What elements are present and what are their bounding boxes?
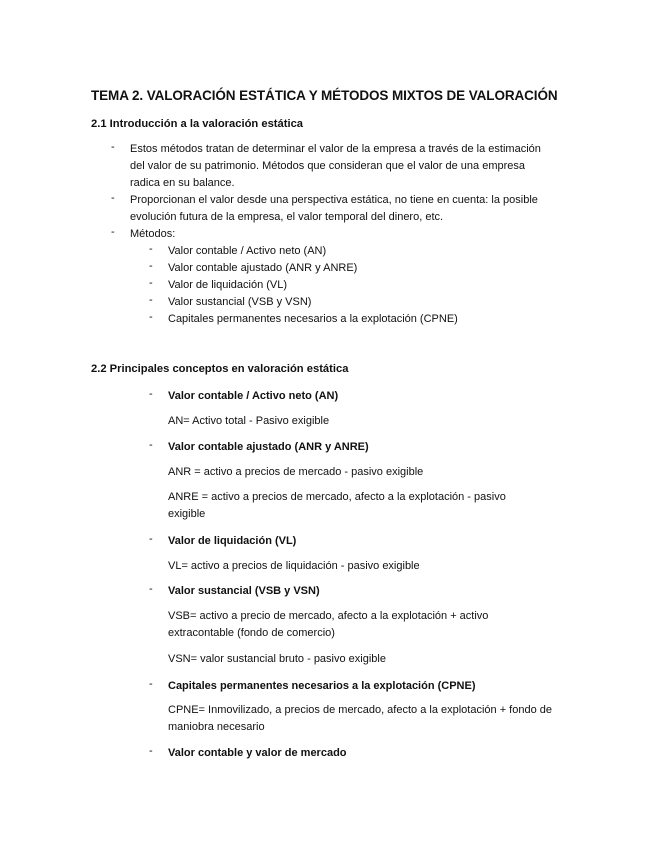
concept-formula: VSN= valor sustancial bruto - pasivo exigible <box>168 653 386 665</box>
concept-formula: VL= activo a precios de liquidación - pasivo exigible <box>168 560 420 572</box>
method-item: Valor sustancial (VSB y VSN) <box>168 296 312 308</box>
bullet-dash: - <box>149 311 153 323</box>
concept-formula: ANR = activo a precios de mercado - pasivo exigible <box>168 466 424 478</box>
section-heading-concepts: 2.2 Principales conceptos en valoración estática <box>91 363 349 375</box>
concept-formula: CPNE= Inmovilizado, a precios de mercado, afecto a la explotación + fondo de maniobra necesario <box>168 704 553 733</box>
bullet-dash: - <box>149 388 153 400</box>
concept-label: Capitales permanentes necesarios a la explotación (CPNE) <box>168 680 476 692</box>
bullet-dash: - <box>149 260 153 272</box>
bullet-dash: - <box>149 294 153 306</box>
concept-formula: AN= Activo total - Pasivo exigible <box>168 415 330 427</box>
bullet-dash: - <box>149 439 153 451</box>
bullet-dash: - <box>149 678 153 690</box>
concept-label: Valor contable / Activo neto (AN) <box>168 390 339 402</box>
bullet-dash: - <box>149 745 153 757</box>
method-item: Capitales permanentes necesarios a la explotación (CPNE) <box>168 313 458 325</box>
section-heading-intro: 2.1 Introducción a la valoración estática <box>91 118 304 130</box>
intro-bullet-1: Estos métodos tratan de determinar el valor de la empresa a través de la estimación del valor de su patrimonio. Métodos que consideran que el valor de una empresa radica en su balance. <box>130 143 541 189</box>
bullet-dash: - <box>149 243 153 255</box>
intro-bullet-3: Métodos: <box>130 228 176 240</box>
bullet-dash: - <box>111 141 115 153</box>
bullet-dash: - <box>149 533 153 545</box>
concept-label: Valor de liquidación (VL) <box>168 535 297 547</box>
concept-formula: VSB= activo a precio de mercado, afecto a la explotación + activo extracontable (fondo de comercio) <box>168 610 489 639</box>
concept-label: Valor contable y valor de mercado <box>168 747 347 759</box>
bullet-dash: - <box>111 192 115 204</box>
concept-formula: ANRE = activo a precios de mercado, afecto a la explotación - pasivo exigible <box>168 491 506 520</box>
bullet-dash: - <box>149 583 153 595</box>
intro-bullet-2: Proporcionan el valor desde una perspectiva estática, no tiene en cuenta: la posible evolución futura de la empresa, el valor temporal del dinero, etc. <box>130 194 538 223</box>
concept-label: Valor contable ajustado (ANR y ANRE) <box>168 441 369 453</box>
page-title: TEMA 2. VALORACIÓN ESTÁTICA Y MÉTODOS MIXTOS DE VALORACIÓN <box>91 88 558 103</box>
method-item: Valor contable ajustado (ANR y ANRE) <box>168 262 358 274</box>
bullet-dash: - <box>111 226 115 238</box>
method-item: Valor de liquidación (VL) <box>168 279 288 291</box>
method-item: Valor contable / Activo neto (AN) <box>168 245 327 257</box>
bullet-dash: - <box>149 277 153 289</box>
concept-label: Valor sustancial (VSB y VSN) <box>168 585 320 597</box>
